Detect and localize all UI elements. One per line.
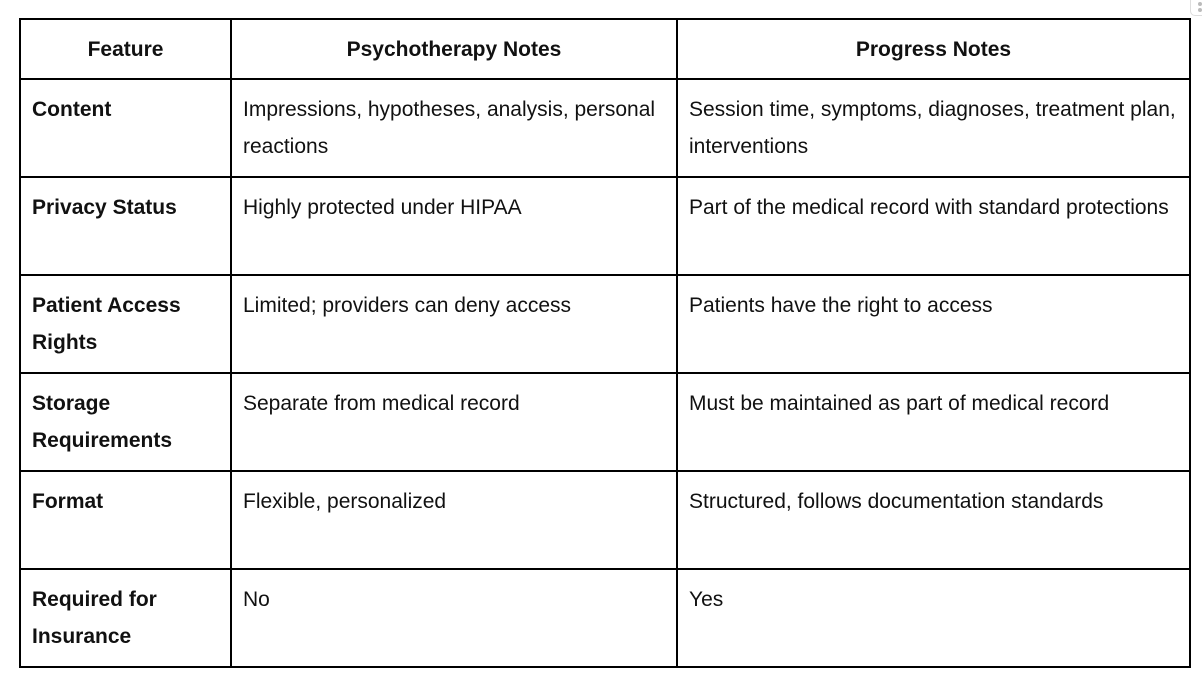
table-row xyxy=(20,79,1190,177)
psychotherapy-cell: Impressions, hypotheses, analysis, personal reactions xyxy=(231,79,677,177)
progress-cell: Patients have the right to access xyxy=(677,275,1190,373)
drag-handle[interactable] xyxy=(1190,0,1202,16)
feature-cell: Privacy Status xyxy=(20,177,231,275)
progress-cell: Structured, follows documentation standards xyxy=(677,471,1190,569)
feature-cell: Format xyxy=(20,471,231,569)
psychotherapy-cell: Limited; providers can deny access xyxy=(231,275,677,373)
table-row xyxy=(20,471,1190,569)
progress-cell: Must be maintained as part of medical record xyxy=(677,373,1190,471)
header-feature: Feature xyxy=(20,19,231,79)
header-psychotherapy-notes: Psychotherapy Notes xyxy=(231,19,677,79)
table-row xyxy=(20,569,1190,667)
table-header-row xyxy=(20,19,1190,79)
comparison-table xyxy=(19,18,1191,668)
header-progress-notes: Progress Notes xyxy=(677,19,1190,79)
table-row xyxy=(20,177,1190,275)
progress-cell: Part of the medical record with standard protections xyxy=(677,177,1190,275)
progress-cell: Yes xyxy=(677,569,1190,667)
feature-cell: Required for Insurance xyxy=(20,569,231,667)
psychotherapy-cell: Highly protected under HIPAA xyxy=(231,177,677,275)
psychotherapy-cell: No xyxy=(231,569,677,667)
table-row xyxy=(20,373,1190,471)
table-row xyxy=(20,275,1190,373)
feature-cell: Patient Access Rights xyxy=(20,275,231,373)
psychotherapy-cell: Separate from medical record xyxy=(231,373,677,471)
psychotherapy-cell: Flexible, personalized xyxy=(231,471,677,569)
feature-cell: Storage Requirements xyxy=(20,373,231,471)
feature-cell: Content xyxy=(20,79,231,177)
progress-cell: Session time, symptoms, diagnoses, treatment plan, interventions xyxy=(677,79,1190,177)
